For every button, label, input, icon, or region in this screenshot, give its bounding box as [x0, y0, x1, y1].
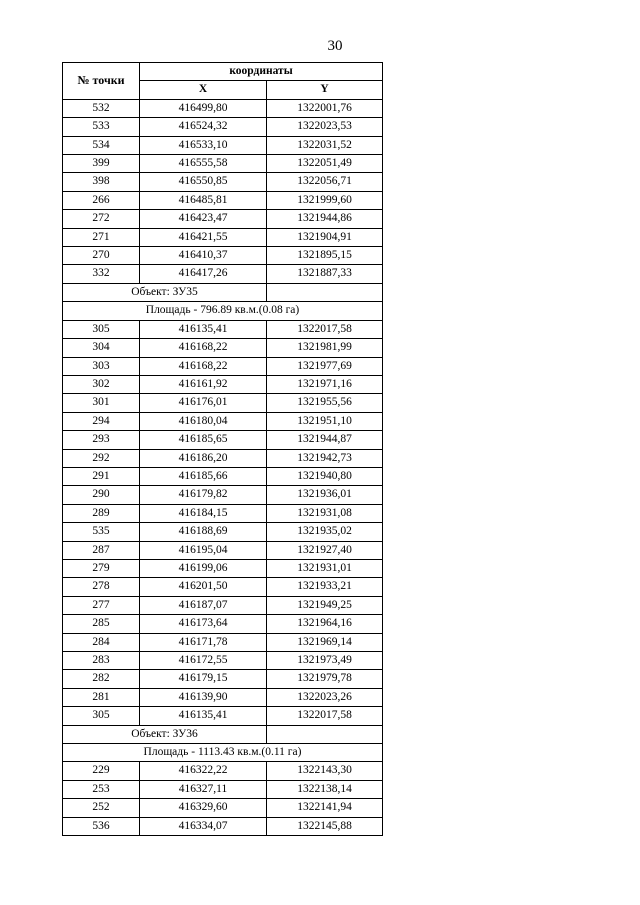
point-number-cell: 304 — [63, 339, 140, 357]
point-number-cell: 292 — [63, 449, 140, 467]
x-coordinate-cell: 416184,15 — [140, 504, 267, 522]
table-row — [63, 136, 383, 154]
y-coordinate-cell: 1321977,69 — [267, 357, 383, 375]
x-coordinate-cell: 416423,47 — [140, 210, 267, 228]
x-coordinate-cell: 416327,11 — [140, 780, 267, 798]
y-header: Y — [267, 81, 383, 99]
y-coordinate-cell: 1321964,16 — [267, 615, 383, 633]
coordinates-header: координаты — [140, 63, 383, 81]
y-coordinate-cell: 1322143,30 — [267, 762, 383, 780]
y-coordinate-cell: 1321944,86 — [267, 210, 383, 228]
y-coordinate-cell: 1322145,88 — [267, 817, 383, 835]
y-coordinate-cell: 1321979,78 — [267, 670, 383, 688]
table-row — [63, 431, 383, 449]
point-number-cell: 534 — [63, 136, 140, 154]
empty-cell — [267, 283, 383, 301]
y-coordinate-cell: 1322023,26 — [267, 688, 383, 706]
y-coordinate-cell: 1322031,52 — [267, 136, 383, 154]
x-coordinate-cell: 416186,20 — [140, 449, 267, 467]
y-coordinate-cell: 1321942,73 — [267, 449, 383, 467]
point-number-cell: 302 — [63, 375, 140, 393]
point-number-cell: 291 — [63, 467, 140, 485]
table-row — [63, 467, 383, 485]
table-row — [63, 449, 383, 467]
x-coordinate-cell: 416421,55 — [140, 228, 267, 246]
x-coordinate-cell: 416524,32 — [140, 118, 267, 136]
point-number-cell: 285 — [63, 615, 140, 633]
point-number-cell: 270 — [63, 247, 140, 265]
point-number-cell: 305 — [63, 707, 140, 725]
point-number-cell: 278 — [63, 578, 140, 596]
area-row — [63, 302, 383, 320]
y-coordinate-cell: 1322017,58 — [267, 707, 383, 725]
x-coordinate-cell: 416322,22 — [140, 762, 267, 780]
x-coordinate-cell: 416485,81 — [140, 191, 267, 209]
table-row — [63, 633, 383, 651]
point-number-cell: 536 — [63, 817, 140, 835]
point-number-cell: 287 — [63, 541, 140, 559]
x-coordinate-cell: 416188,69 — [140, 523, 267, 541]
y-coordinate-cell: 1321951,10 — [267, 412, 383, 430]
table-row — [63, 99, 383, 117]
x-coordinate-cell: 416334,07 — [140, 817, 267, 835]
y-coordinate-cell: 1322141,94 — [267, 799, 383, 817]
table-row — [63, 210, 383, 228]
point-number-cell: 293 — [63, 431, 140, 449]
point-number-cell: 305 — [63, 320, 140, 338]
table-row — [63, 762, 383, 780]
point-number-header: № точки — [63, 63, 140, 100]
point-number-cell: 282 — [63, 670, 140, 688]
point-number-cell: 535 — [63, 523, 140, 541]
y-coordinate-cell: 1321973,49 — [267, 652, 383, 670]
x-coordinate-cell: 416187,07 — [140, 596, 267, 614]
x-coordinate-cell: 416329,60 — [140, 799, 267, 817]
y-coordinate-cell: 1321887,33 — [267, 265, 383, 283]
y-coordinate-cell: 1322023,53 — [267, 118, 383, 136]
point-number-cell: 332 — [63, 265, 140, 283]
x-header: X — [140, 81, 267, 99]
point-number-cell: 301 — [63, 394, 140, 412]
y-coordinate-cell: 1321935,02 — [267, 523, 383, 541]
y-coordinate-cell: 1321981,99 — [267, 339, 383, 357]
x-coordinate-cell: 416139,90 — [140, 688, 267, 706]
area-label: Площадь - 796.89 кв.м.(0.08 га) — [63, 302, 383, 320]
table-row — [63, 265, 383, 283]
table-row — [63, 615, 383, 633]
x-coordinate-cell: 416135,41 — [140, 707, 267, 725]
x-coordinate-cell: 416168,22 — [140, 357, 267, 375]
point-number-cell: 290 — [63, 486, 140, 504]
object-label: Объект: ЗУ35 — [63, 283, 267, 301]
table-row — [63, 394, 383, 412]
y-coordinate-cell: 1321895,15 — [267, 247, 383, 265]
empty-cell — [267, 725, 383, 743]
table-row — [63, 559, 383, 577]
point-number-cell: 303 — [63, 357, 140, 375]
table-row — [63, 799, 383, 817]
point-number-cell: 252 — [63, 799, 140, 817]
y-coordinate-cell: 1322056,71 — [267, 173, 383, 191]
table-row — [63, 247, 383, 265]
y-coordinate-cell: 1321969,14 — [267, 633, 383, 651]
point-number-cell: 284 — [63, 633, 140, 651]
point-number-cell: 279 — [63, 559, 140, 577]
table-row — [63, 339, 383, 357]
table-row — [63, 670, 383, 688]
y-coordinate-cell: 1322051,49 — [267, 155, 383, 173]
table-row — [63, 504, 383, 522]
y-coordinate-cell: 1321931,08 — [267, 504, 383, 522]
table-row — [63, 817, 383, 835]
point-number-cell: 271 — [63, 228, 140, 246]
table-row — [63, 320, 383, 338]
table-row — [63, 155, 383, 173]
x-coordinate-cell: 416199,06 — [140, 559, 267, 577]
table-row — [63, 652, 383, 670]
point-number-cell: 283 — [63, 652, 140, 670]
point-number-cell: 281 — [63, 688, 140, 706]
point-number-cell: 399 — [63, 155, 140, 173]
x-coordinate-cell: 416410,37 — [140, 247, 267, 265]
x-coordinate-cell: 416179,82 — [140, 486, 267, 504]
point-number-cell: 229 — [63, 762, 140, 780]
x-coordinate-cell: 416176,01 — [140, 394, 267, 412]
x-coordinate-cell: 416172,55 — [140, 652, 267, 670]
table-row — [63, 375, 383, 393]
x-coordinate-cell: 416417,26 — [140, 265, 267, 283]
x-coordinate-cell: 416185,66 — [140, 467, 267, 485]
point-number-cell: 266 — [63, 191, 140, 209]
point-number-cell: 277 — [63, 596, 140, 614]
x-coordinate-cell: 416555,58 — [140, 155, 267, 173]
y-coordinate-cell: 1322017,58 — [267, 320, 383, 338]
area-row — [63, 744, 383, 762]
y-coordinate-cell: 1321940,80 — [267, 467, 383, 485]
x-coordinate-cell: 416168,22 — [140, 339, 267, 357]
x-coordinate-cell: 416533,10 — [140, 136, 267, 154]
table-row — [63, 523, 383, 541]
object-row — [63, 725, 383, 743]
page-number: 30 — [327, 38, 343, 54]
x-coordinate-cell: 416161,92 — [140, 375, 267, 393]
x-coordinate-cell: 416499,80 — [140, 99, 267, 117]
y-coordinate-cell: 1321933,21 — [267, 578, 383, 596]
y-coordinate-cell: 1322138,14 — [267, 780, 383, 798]
table-body — [63, 99, 383, 835]
point-number-cell: 398 — [63, 173, 140, 191]
table-row — [63, 596, 383, 614]
x-coordinate-cell: 416201,50 — [140, 578, 267, 596]
table-row — [63, 191, 383, 209]
y-coordinate-cell: 1321999,60 — [267, 191, 383, 209]
x-coordinate-cell: 416135,41 — [140, 320, 267, 338]
table-row — [63, 688, 383, 706]
y-coordinate-cell: 1321971,16 — [267, 375, 383, 393]
y-coordinate-cell: 1321949,25 — [267, 596, 383, 614]
point-number-cell: 532 — [63, 99, 140, 117]
y-coordinate-cell: 1321944,87 — [267, 431, 383, 449]
x-coordinate-cell: 416185,65 — [140, 431, 267, 449]
coordinates-table — [62, 62, 383, 836]
x-coordinate-cell: 416195,04 — [140, 541, 267, 559]
y-coordinate-cell: 1322001,76 — [267, 99, 383, 117]
table-row — [63, 541, 383, 559]
table-row — [63, 173, 383, 191]
table-row — [63, 357, 383, 375]
point-number-cell: 272 — [63, 210, 140, 228]
y-coordinate-cell: 1321927,40 — [267, 541, 383, 559]
y-coordinate-cell: 1321931,01 — [267, 559, 383, 577]
table-row — [63, 707, 383, 725]
table-row — [63, 412, 383, 430]
x-coordinate-cell: 416180,04 — [140, 412, 267, 430]
point-number-cell: 289 — [63, 504, 140, 522]
point-number-cell: 533 — [63, 118, 140, 136]
area-label: Площадь - 1113.43 кв.м.(0.11 га) — [63, 744, 383, 762]
point-number-cell: 294 — [63, 412, 140, 430]
object-row — [63, 283, 383, 301]
table-row — [63, 578, 383, 596]
y-coordinate-cell: 1321936,01 — [267, 486, 383, 504]
table-row — [63, 780, 383, 798]
x-coordinate-cell: 416171,78 — [140, 633, 267, 651]
point-number-cell: 253 — [63, 780, 140, 798]
y-coordinate-cell: 1321904,91 — [267, 228, 383, 246]
table-row — [63, 228, 383, 246]
y-coordinate-cell: 1321955,56 — [267, 394, 383, 412]
x-coordinate-cell: 416179,15 — [140, 670, 267, 688]
x-coordinate-cell: 416550,85 — [140, 173, 267, 191]
x-coordinate-cell: 416173,64 — [140, 615, 267, 633]
object-label: Объект: ЗУ36 — [63, 725, 267, 743]
table-row — [63, 486, 383, 504]
table-row — [63, 118, 383, 136]
